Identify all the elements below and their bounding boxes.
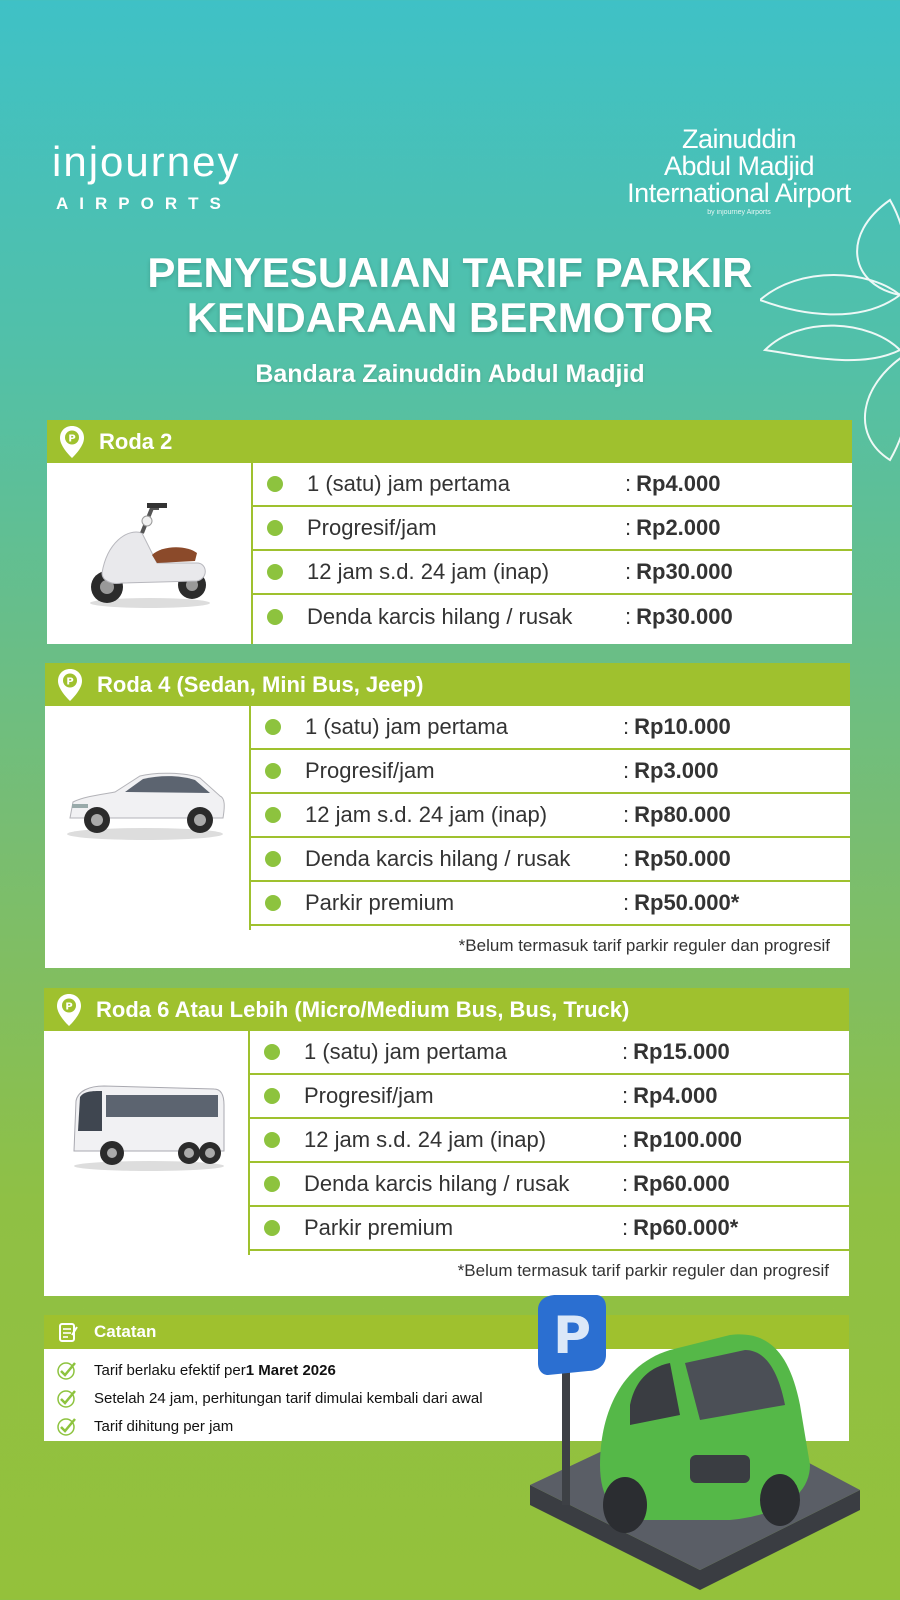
bullet-icon <box>265 895 281 911</box>
section-header <box>47 420 852 463</box>
tariff-label: 12 jam s.d. 24 jam (inap) <box>307 559 550 584</box>
title-line-1: PENYESUAIAN TARIF PARKIR <box>147 249 753 296</box>
bullet-icon <box>264 1132 280 1148</box>
tariff-label: Progresif/jam <box>304 1083 434 1108</box>
vehicle-image <box>47 463 253 644</box>
tariff-value: Rp60.000* <box>633 1215 739 1240</box>
bullet-icon <box>264 1220 280 1236</box>
tariff-label: 1 (satu) jam pertama <box>304 1039 507 1064</box>
airport-logo-byline: by injourney Airports <box>707 209 771 216</box>
bullet-icon <box>264 1088 280 1104</box>
tariff-label: Progresif/jam <box>307 515 437 540</box>
tariff-row: Progresif/jam : Rp4.000 <box>250 1075 849 1119</box>
note-text: Tarif dihitung per jam <box>94 1417 234 1435</box>
bullet-icon <box>264 1044 280 1060</box>
note-text: Setelah 24 jam, perhitungan tarif dimulai kembali dari awal <box>94 1389 483 1407</box>
tariff-row: Parkir premium : Rp60.000* <box>250 1207 849 1251</box>
page-subtitle: Bandara Zainuddin Abdul Madjid <box>255 360 645 388</box>
airport-logo-line1: Zainuddin <box>681 124 797 154</box>
tariff-row: 12 jam s.d. 24 jam (inap) : Rp30.000 <box>253 551 852 595</box>
footnote: *Belum termasuk tarif parkir reguler dan progresif <box>457 1261 829 1280</box>
section-title: Roda 6 Atau Lebih (Micro/Medium Bus, Bus, Truck) <box>96 996 630 1022</box>
parking-car-illustration-icon <box>530 1295 880 1595</box>
logo-wordmark: injourney <box>52 138 241 185</box>
tariff-value: Rp15.000 <box>633 1039 730 1064</box>
svg-text:P: P <box>65 1001 73 1012</box>
tariff-value: Rp50.000* <box>634 890 740 915</box>
checkmark-icon <box>56 1360 78 1380</box>
page-title <box>0 250 900 340</box>
tariff-value: Rp80.000 <box>634 802 731 827</box>
svg-text:P: P <box>552 1306 592 1366</box>
tariff-row: 12 jam s.d. 24 jam (inap) : Rp100.000 <box>250 1119 849 1163</box>
footnote: *Belum termasuk tarif parkir reguler dan progresif <box>458 936 830 955</box>
parking-pin-icon <box>56 993 82 1027</box>
tariff-value: Rp4.000 <box>633 1083 718 1108</box>
section-title: Roda 4 (Sedan, Mini Bus, Jeep) <box>97 671 424 697</box>
tariff-label: Denda karcis hilang / rusak <box>307 604 573 629</box>
tariff-label: Denda karcis hilang / rusak <box>304 1171 570 1196</box>
motorcycle-icon <box>47 463 253 644</box>
svg-text:P: P <box>66 676 74 687</box>
bullet-icon <box>265 763 281 779</box>
tariff-list <box>251 706 850 926</box>
notepad-icon <box>58 1321 78 1343</box>
tariff-list <box>253 463 852 639</box>
bullet-icon <box>265 719 281 735</box>
tariff-value: Rp60.000 <box>633 1171 730 1196</box>
tariff-value: Rp30.000 <box>636 559 733 584</box>
tariff-label: 1 (satu) jam pertama <box>305 714 508 739</box>
vehicle-image <box>44 1031 250 1255</box>
car-icon <box>45 706 251 930</box>
tariff-label: 1 (satu) jam pertama <box>307 471 510 496</box>
tariff-value: Rp100.000 <box>633 1127 742 1152</box>
bullet-icon <box>267 476 283 492</box>
tariff-label: 12 jam s.d. 24 jam (inap) <box>304 1127 547 1152</box>
tariff-label: 12 jam s.d. 24 jam (inap) <box>305 802 548 827</box>
tariff-label: Progresif/jam <box>305 758 435 783</box>
checkmark-icon <box>56 1416 78 1436</box>
tariff-row: 12 jam s.d. 24 jam (inap) : Rp80.000 <box>251 794 850 838</box>
injourney-logo <box>52 140 240 214</box>
bus-icon <box>44 1031 250 1255</box>
tariff-list <box>250 1031 849 1251</box>
section-header <box>44 988 849 1031</box>
svg-text:P: P <box>68 433 76 444</box>
bullet-icon <box>265 851 281 867</box>
tariff-row: Parkir premium : Rp50.000* <box>251 882 850 926</box>
checkmark-icon <box>56 1388 78 1408</box>
airport-logo-line3: International Airport <box>627 178 851 208</box>
section-roda-4 <box>45 663 850 968</box>
parking-pin-icon <box>57 668 83 702</box>
tariff-row: Denda karcis hilang / rusak : Rp60.000 <box>250 1163 849 1207</box>
bullet-icon <box>267 564 283 580</box>
tariff-value: Rp3.000 <box>634 758 719 783</box>
airport-logo-line2: Abdul Madjid <box>663 151 815 181</box>
title-line-2: KENDARAAN BERMOTOR <box>186 294 714 341</box>
section-title: Roda 2 <box>99 428 173 454</box>
note-effective-date: 1 Maret 2026 <box>245 1361 336 1379</box>
section-header <box>45 663 850 706</box>
tariff-value: Rp10.000 <box>634 714 731 739</box>
logo-subtext: AIRPORTS <box>56 194 232 213</box>
tariff-value: Rp2.000 <box>636 515 721 540</box>
bullet-icon <box>267 520 283 536</box>
tariff-row: Progresif/jam : Rp2.000 <box>253 507 852 551</box>
tariff-label: Parkir premium <box>305 890 455 915</box>
tariff-label: Parkir premium <box>304 1215 454 1240</box>
tariff-row: 1 (satu) jam pertama : Rp10.000 <box>251 706 850 750</box>
tariff-label: Denda karcis hilang / rusak <box>305 846 571 871</box>
section-roda-6 <box>44 988 849 1296</box>
bullet-icon <box>265 807 281 823</box>
tariff-row: Denda karcis hilang / rusak : Rp50.000 <box>251 838 850 882</box>
tariff-value: Rp50.000 <box>634 846 731 871</box>
section-roda-2 <box>47 420 852 644</box>
bullet-icon <box>264 1176 280 1192</box>
tariff-row: Progresif/jam : Rp3.000 <box>251 750 850 794</box>
notes-title: Catatan <box>94 1322 157 1341</box>
tariff-value: Rp4.000 <box>636 471 721 496</box>
parking-pin-icon <box>59 425 85 459</box>
note-text: Tarif berlaku efektif per <box>94 1361 246 1379</box>
bullet-icon <box>267 609 283 625</box>
tariff-row: 1 (satu) jam pertama : Rp15.000 <box>250 1031 849 1075</box>
tariff-row: Denda karcis hilang / rusak : Rp30.000 <box>253 595 852 639</box>
tariff-value: Rp30.000 <box>636 604 733 629</box>
vehicle-image <box>45 706 251 930</box>
tariff-row: 1 (satu) jam pertama : Rp4.000 <box>253 463 852 507</box>
